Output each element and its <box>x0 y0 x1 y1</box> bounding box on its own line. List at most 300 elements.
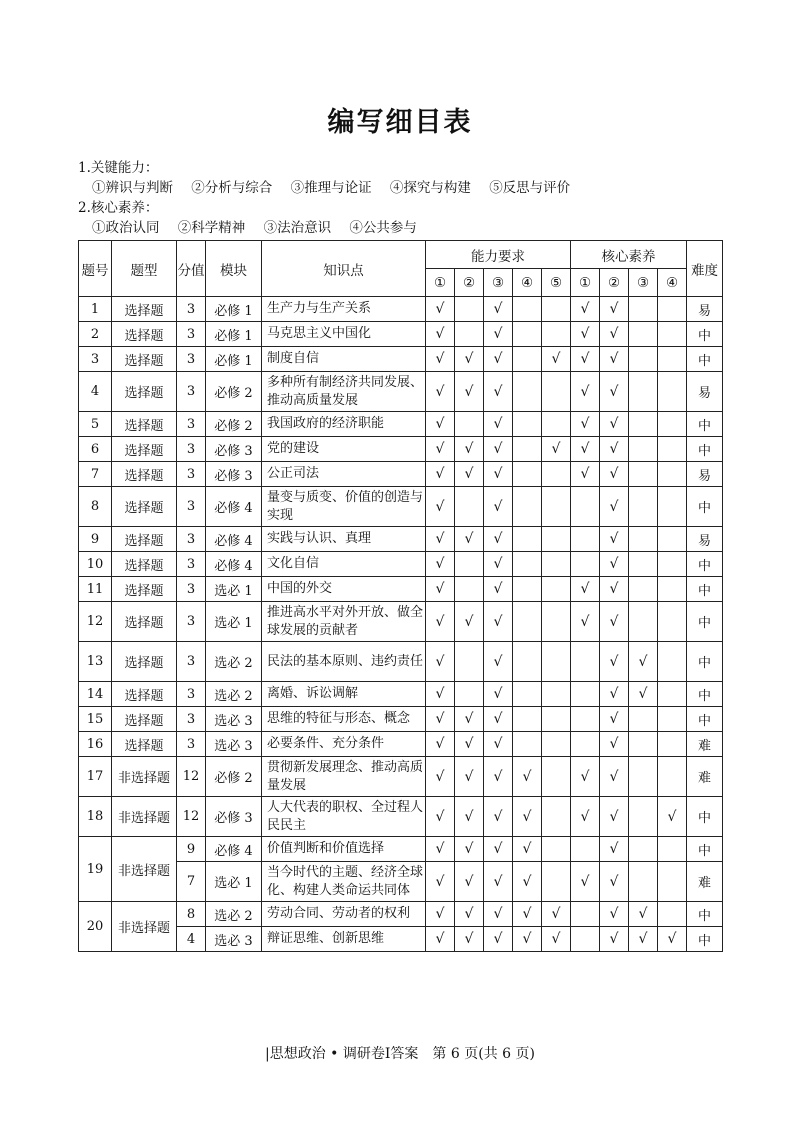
header-num: 题号 <box>79 241 112 297</box>
literacy-check-cell <box>629 577 658 602</box>
ability-check-cell <box>455 412 484 437</box>
page-footer: |思想政治 • 调研卷Ⅰ答案 第 6 页(共 6 页) <box>265 1046 535 1062</box>
question-number: 10 <box>79 552 112 577</box>
ability-check-cell <box>513 732 542 757</box>
literacy-check-cell <box>571 552 600 577</box>
ability-check-cell <box>542 642 571 682</box>
ability-check-cell: √ <box>484 837 513 862</box>
ability-check-cell: √ <box>426 462 455 487</box>
module-cell: 必修 4 <box>206 527 262 552</box>
ability-check-cell <box>455 552 484 577</box>
table-row <box>79 707 723 732</box>
question-type: 非选择题 <box>112 837 177 902</box>
question-number: 8 <box>79 487 112 527</box>
knowledge-cell: 必要条件、充分条件 <box>262 732 426 757</box>
knowledge-cell: 生产力与生产关系 <box>262 297 426 322</box>
module-cell: 必修 2 <box>206 757 262 797</box>
difficulty-cell: 中 <box>687 412 723 437</box>
ability-check-cell <box>513 642 542 682</box>
ability-check-cell <box>513 437 542 462</box>
ability-col-header: ⑤ <box>542 269 571 297</box>
question-type: 选择题 <box>112 732 177 757</box>
ability-check-cell: √ <box>484 757 513 797</box>
literacy-check-cell <box>629 732 658 757</box>
question-type: 选择题 <box>112 682 177 707</box>
difficulty-cell: 中 <box>687 577 723 602</box>
table-row <box>79 797 723 837</box>
ability-check-cell: √ <box>542 347 571 372</box>
module-cell: 必修 1 <box>206 297 262 322</box>
literacy-check-cell <box>658 462 687 487</box>
knowledge-cell: 当今时代的主题、经济全球化、构建人类命运共同体 <box>262 862 426 902</box>
literacy-check-cell <box>629 437 658 462</box>
literacy-check-cell: √ <box>629 902 658 927</box>
knowledge-cell: 离婚、诉讼调解 <box>262 682 426 707</box>
difficulty-cell: 中 <box>687 437 723 462</box>
ability-check-cell: √ <box>426 682 455 707</box>
score-cell: 12 <box>177 797 206 837</box>
literacy-check-cell <box>658 837 687 862</box>
literacy-check-cell: √ <box>600 732 629 757</box>
ability-check-cell <box>455 297 484 322</box>
ability-check-cell: √ <box>455 347 484 372</box>
ability-check-cell <box>513 297 542 322</box>
ability-option: ⑤反思与评价 <box>489 180 571 196</box>
literacy-check-cell: √ <box>571 577 600 602</box>
ability-option: ③推理与论证 <box>290 180 372 196</box>
module-cell: 必修 2 <box>206 372 262 412</box>
score-cell: 3 <box>177 642 206 682</box>
ability-check-cell: √ <box>484 707 513 732</box>
difficulty-cell: 难 <box>687 862 723 902</box>
question-number: 12 <box>79 602 112 642</box>
literacy-check-cell: √ <box>571 797 600 837</box>
score-cell: 3 <box>177 297 206 322</box>
table-row <box>79 322 723 347</box>
module-cell: 必修 2 <box>206 412 262 437</box>
literacy-check-cell <box>629 487 658 527</box>
table-row <box>79 837 723 862</box>
literacy-check-cell: √ <box>600 577 629 602</box>
ability-check-cell <box>542 577 571 602</box>
literacy-check-cell: √ <box>571 757 600 797</box>
ability-check-cell: √ <box>484 412 513 437</box>
difficulty-cell: 中 <box>687 682 723 707</box>
literacy-check-cell <box>658 682 687 707</box>
ability-check-cell: √ <box>513 797 542 837</box>
knowledge-cell: 思维的特征与形态、概念 <box>262 707 426 732</box>
difficulty-cell: 易 <box>687 297 723 322</box>
table-row <box>79 732 723 757</box>
difficulty-cell: 中 <box>687 837 723 862</box>
literacy-check-cell: √ <box>600 602 629 642</box>
literacy-check-cell <box>658 552 687 577</box>
question-number: 13 <box>79 642 112 682</box>
table-row <box>79 757 723 797</box>
knowledge-cell: 多种所有制经济共同发展、推动高质量发展 <box>262 372 426 412</box>
literacy-check-cell <box>629 757 658 797</box>
question-number: 4 <box>79 372 112 412</box>
ability-check-cell <box>513 412 542 437</box>
ability-check-cell <box>513 462 542 487</box>
score-cell: 3 <box>177 552 206 577</box>
module-cell: 选必 3 <box>206 732 262 757</box>
ability-check-cell: √ <box>426 577 455 602</box>
literacy-check-cell <box>629 462 658 487</box>
question-number: 17 <box>79 757 112 797</box>
ability-check-cell <box>455 682 484 707</box>
literacy-check-cell: √ <box>600 412 629 437</box>
literacy-option: ①政治认同 <box>92 220 160 236</box>
literacy-check-cell <box>629 347 658 372</box>
literacy-check-cell <box>571 927 600 952</box>
literacy-check-cell <box>629 602 658 642</box>
ability-check-cell <box>455 577 484 602</box>
module-cell: 选必 1 <box>206 862 262 902</box>
ability-check-cell: √ <box>426 757 455 797</box>
literacy-check-cell: √ <box>600 902 629 927</box>
literacy-check-cell <box>571 487 600 527</box>
literacy-check-cell: √ <box>600 552 629 577</box>
literacy-check-cell: √ <box>600 297 629 322</box>
ability-check-cell <box>542 412 571 437</box>
section1-options <box>92 178 584 198</box>
ability-col-header: ① <box>426 269 455 297</box>
literacy-check-cell <box>629 297 658 322</box>
ability-check-cell <box>542 462 571 487</box>
literacy-check-cell <box>629 707 658 732</box>
knowledge-cell: 人大代表的职权、全过程人民民主 <box>262 797 426 837</box>
module-cell: 必修 3 <box>206 462 262 487</box>
ability-check-cell: √ <box>455 372 484 412</box>
table-row <box>79 902 723 927</box>
question-number: 9 <box>79 527 112 552</box>
knowledge-cell: 量变与质变、价值的创造与实现 <box>262 487 426 527</box>
ability-check-cell: √ <box>426 437 455 462</box>
literacy-check-cell <box>658 412 687 437</box>
literacy-check-cell: √ <box>600 462 629 487</box>
literacy-check-cell <box>658 372 687 412</box>
module-cell: 选必 1 <box>206 602 262 642</box>
ability-option: ②分析与综合 <box>191 180 273 196</box>
module-cell: 选必 2 <box>206 902 262 927</box>
difficulty-cell: 易 <box>687 527 723 552</box>
ability-check-cell <box>542 757 571 797</box>
ability-check-cell: √ <box>484 347 513 372</box>
ability-check-cell <box>513 322 542 347</box>
ability-check-cell: √ <box>484 577 513 602</box>
literacy-check-cell <box>658 322 687 347</box>
ability-check-cell: √ <box>455 527 484 552</box>
literacy-check-cell <box>658 347 687 372</box>
ability-check-cell: √ <box>426 837 455 862</box>
ability-check-cell <box>542 527 571 552</box>
knowledge-cell: 贯彻新发展理念、推动高质量发展 <box>262 757 426 797</box>
ability-check-cell: √ <box>484 297 513 322</box>
ability-check-cell: √ <box>426 797 455 837</box>
ability-check-cell <box>513 347 542 372</box>
question-type: 非选择题 <box>112 797 177 837</box>
ability-check-cell: √ <box>513 927 542 952</box>
ability-check-cell: √ <box>484 927 513 952</box>
score-cell: 3 <box>177 372 206 412</box>
question-number: 16 <box>79 732 112 757</box>
question-number: 14 <box>79 682 112 707</box>
literacy-check-cell <box>571 682 600 707</box>
ability-check-cell: √ <box>513 757 542 797</box>
literacy-check-cell: √ <box>571 297 600 322</box>
question-type: 选择题 <box>112 602 177 642</box>
difficulty-cell: 中 <box>687 487 723 527</box>
score-cell: 9 <box>177 837 206 862</box>
question-number: 6 <box>79 437 112 462</box>
score-cell: 3 <box>177 707 206 732</box>
question-number: 15 <box>79 707 112 732</box>
score-cell: 3 <box>177 437 206 462</box>
ability-check-cell: √ <box>426 487 455 527</box>
literacy-option: ②科学精神 <box>177 220 246 236</box>
page-title: 编写细目表 <box>327 107 473 138</box>
question-type: 选择题 <box>112 707 177 732</box>
literacy-check-cell <box>571 837 600 862</box>
question-number: 20 <box>79 902 112 952</box>
ability-option: ①辨识与判断 <box>92 180 173 196</box>
ability-check-cell <box>542 602 571 642</box>
ability-check-cell <box>513 487 542 527</box>
ability-check-cell: √ <box>484 732 513 757</box>
literacy-check-cell <box>658 732 687 757</box>
literacy-check-cell: √ <box>571 322 600 347</box>
ability-check-cell: √ <box>426 527 455 552</box>
ability-check-cell: √ <box>426 927 455 952</box>
difficulty-cell: 易 <box>687 372 723 412</box>
knowledge-cell: 劳动合同、劳动者的权利 <box>262 902 426 927</box>
ability-col-header: ② <box>455 269 484 297</box>
ability-check-cell <box>542 797 571 837</box>
ability-col-header: ③ <box>484 269 513 297</box>
module-cell: 必修 1 <box>206 322 262 347</box>
literacy-check-cell: √ <box>600 707 629 732</box>
question-number: 1 <box>79 297 112 322</box>
difficulty-cell: 中 <box>687 707 723 732</box>
difficulty-cell: 中 <box>687 927 723 952</box>
table-row <box>79 297 723 322</box>
question-type: 选择题 <box>112 642 177 682</box>
ability-check-cell: √ <box>426 642 455 682</box>
ability-check-cell <box>542 552 571 577</box>
literacy-col-header: ③ <box>629 269 658 297</box>
ability-check-cell <box>513 682 542 707</box>
ability-check-cell: √ <box>455 732 484 757</box>
score-cell: 3 <box>177 412 206 437</box>
ability-check-cell <box>542 322 571 347</box>
literacy-check-cell: √ <box>571 602 600 642</box>
ability-check-cell: √ <box>455 797 484 837</box>
ability-check-cell: √ <box>455 757 484 797</box>
literacy-check-cell <box>658 577 687 602</box>
module-cell: 选必 3 <box>206 707 262 732</box>
question-number: 11 <box>79 577 112 602</box>
literacy-check-cell: √ <box>600 487 629 527</box>
literacy-check-cell: √ <box>658 927 687 952</box>
literacy-col-header: ① <box>571 269 600 297</box>
ability-check-cell <box>542 837 571 862</box>
ability-check-cell <box>542 682 571 707</box>
knowledge-cell: 文化自信 <box>262 552 426 577</box>
literacy-check-cell <box>658 602 687 642</box>
question-type: 选择题 <box>112 347 177 372</box>
literacy-check-cell: √ <box>571 862 600 902</box>
knowledge-cell: 党的建设 <box>262 437 426 462</box>
literacy-check-cell <box>658 487 687 527</box>
ability-check-cell: √ <box>455 862 484 902</box>
question-type: 非选择题 <box>112 757 177 797</box>
literacy-col-header: ② <box>600 269 629 297</box>
ability-check-cell: √ <box>426 862 455 902</box>
difficulty-cell: 易 <box>687 462 723 487</box>
literacy-check-cell <box>629 372 658 412</box>
table-row <box>79 437 723 462</box>
question-number: 18 <box>79 797 112 837</box>
ability-check-cell: √ <box>484 552 513 577</box>
question-type: 选择题 <box>112 412 177 437</box>
question-type: 非选择题 <box>112 902 177 952</box>
table-row <box>79 527 723 552</box>
ability-check-cell <box>455 642 484 682</box>
section1-label: 1.关键能力： <box>78 160 159 176</box>
table-body <box>79 297 723 952</box>
ability-option: ④探究与构建 <box>389 180 471 196</box>
literacy-option: ③法治意识 <box>263 220 332 236</box>
ability-check-cell: √ <box>484 682 513 707</box>
ability-check-cell <box>513 527 542 552</box>
ability-check-cell: √ <box>426 412 455 437</box>
score-cell: 3 <box>177 322 206 347</box>
ability-check-cell <box>513 577 542 602</box>
ability-check-cell: √ <box>484 322 513 347</box>
ability-check-cell <box>542 297 571 322</box>
ability-check-cell: √ <box>455 602 484 642</box>
question-type: 选择题 <box>112 462 177 487</box>
module-cell: 必修 4 <box>206 487 262 527</box>
ability-check-cell: √ <box>484 797 513 837</box>
score-cell: 3 <box>177 487 206 527</box>
difficulty-cell: 难 <box>687 732 723 757</box>
literacy-check-cell <box>571 732 600 757</box>
knowledge-cell: 实践与认识、真理 <box>262 527 426 552</box>
literacy-check-cell: √ <box>600 527 629 552</box>
ability-check-cell: √ <box>426 602 455 642</box>
table-row <box>79 642 723 682</box>
difficulty-cell: 中 <box>687 552 723 577</box>
ability-check-cell: √ <box>484 372 513 412</box>
ability-check-cell: √ <box>426 347 455 372</box>
ability-check-cell: √ <box>455 707 484 732</box>
literacy-option: ④公共参与 <box>349 220 417 236</box>
literacy-check-cell: √ <box>600 837 629 862</box>
knowledge-cell: 公正司法 <box>262 462 426 487</box>
literacy-check-cell: √ <box>600 682 629 707</box>
ability-check-cell <box>542 487 571 527</box>
question-type: 选择题 <box>112 297 177 322</box>
literacy-check-cell: √ <box>600 347 629 372</box>
literacy-check-cell <box>629 552 658 577</box>
score-cell: 3 <box>177 577 206 602</box>
difficulty-cell: 中 <box>687 322 723 347</box>
difficulty-cell: 中 <box>687 902 723 927</box>
score-cell: 3 <box>177 347 206 372</box>
literacy-check-cell: √ <box>571 412 600 437</box>
knowledge-cell: 辩证思维、创新思维 <box>262 927 426 952</box>
literacy-check-cell <box>629 797 658 837</box>
literacy-check-cell: √ <box>571 372 600 412</box>
literacy-check-cell: √ <box>600 437 629 462</box>
ability-check-cell: √ <box>455 927 484 952</box>
difficulty-cell: 中 <box>687 642 723 682</box>
score-cell: 7 <box>177 862 206 902</box>
module-cell: 必修 3 <box>206 797 262 837</box>
ability-check-cell: √ <box>513 837 542 862</box>
score-cell: 3 <box>177 602 206 642</box>
ability-check-cell: √ <box>426 552 455 577</box>
knowledge-cell: 价值判断和价值选择 <box>262 837 426 862</box>
literacy-check-cell: √ <box>600 322 629 347</box>
header-difficulty: 难度 <box>687 241 723 297</box>
score-cell: 4 <box>177 927 206 952</box>
knowledge-cell: 推进高水平对外开放、做全球发展的贡献者 <box>262 602 426 642</box>
module-cell: 选必 2 <box>206 642 262 682</box>
literacy-col-header: ④ <box>658 269 687 297</box>
difficulty-cell: 难 <box>687 757 723 797</box>
table-row <box>79 462 723 487</box>
literacy-check-cell <box>629 527 658 552</box>
literacy-check-cell <box>658 757 687 797</box>
literacy-check-cell: √ <box>571 437 600 462</box>
literacy-check-cell <box>658 862 687 902</box>
ability-check-cell: √ <box>484 862 513 902</box>
ability-check-cell: √ <box>484 642 513 682</box>
difficulty-cell: 中 <box>687 797 723 837</box>
ability-check-cell <box>542 732 571 757</box>
score-cell: 3 <box>177 462 206 487</box>
header-literacy: 核心素养 <box>571 241 687 269</box>
literacy-check-cell: √ <box>600 642 629 682</box>
literacy-check-cell <box>571 642 600 682</box>
difficulty-cell: 中 <box>687 347 723 372</box>
question-type: 选择题 <box>112 527 177 552</box>
ability-check-cell: √ <box>455 902 484 927</box>
ability-check-cell: √ <box>426 707 455 732</box>
literacy-check-cell <box>658 707 687 732</box>
ability-check-cell: √ <box>426 372 455 412</box>
section2-label: 2.核心素养： <box>78 200 159 216</box>
ability-check-cell: √ <box>426 902 455 927</box>
literacy-check-cell <box>629 862 658 902</box>
literacy-check-cell: √ <box>600 862 629 902</box>
ability-check-cell <box>542 862 571 902</box>
ability-check-cell <box>513 602 542 642</box>
module-cell: 必修 1 <box>206 347 262 372</box>
table-row <box>79 577 723 602</box>
score-cell: 8 <box>177 902 206 927</box>
ability-check-cell: √ <box>542 437 571 462</box>
knowledge-cell: 制度自信 <box>262 347 426 372</box>
literacy-check-cell <box>571 527 600 552</box>
knowledge-cell: 马克思主义中国化 <box>262 322 426 347</box>
knowledge-cell: 中国的外交 <box>262 577 426 602</box>
ability-check-cell <box>542 372 571 412</box>
question-type: 选择题 <box>112 322 177 347</box>
